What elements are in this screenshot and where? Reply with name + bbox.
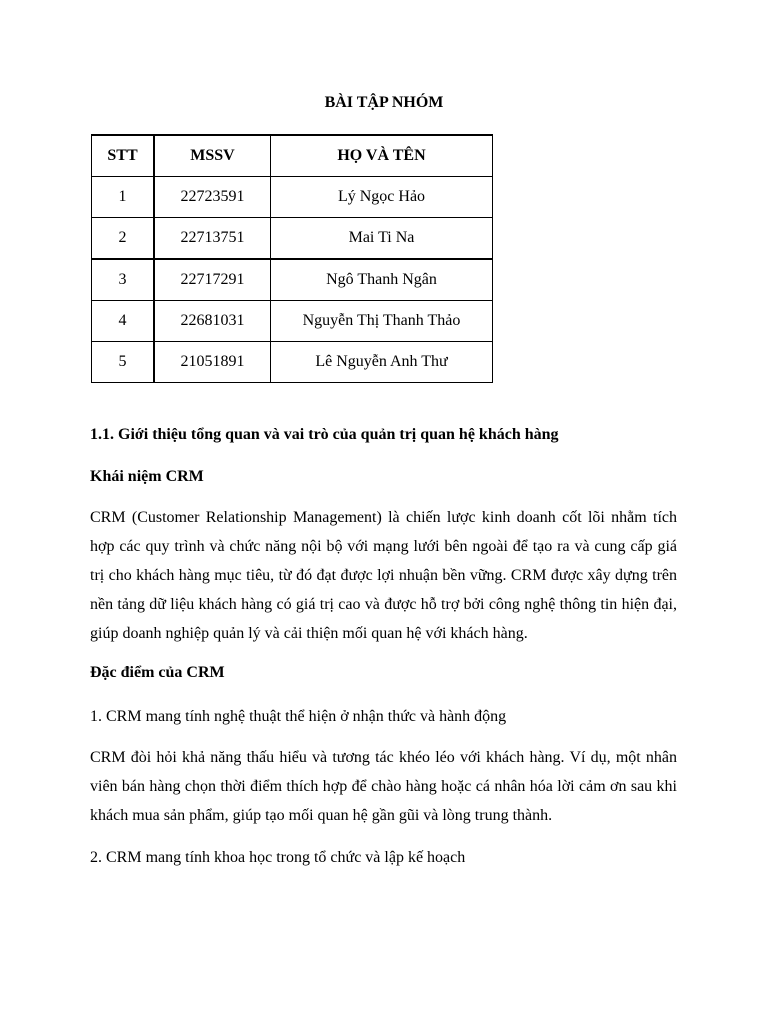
cell-stt: 1 [92, 177, 155, 218]
cell-name: Ngô Thanh Ngân [271, 259, 493, 301]
table-row [92, 301, 493, 342]
cell-stt: 5 [92, 342, 155, 383]
cell-mssv: 22713751 [154, 218, 271, 260]
concept-paragraph: CRM (Customer Relationship Management) là chiến lược kinh doanh cốt lõi nhằm tích hợp các quy trình và chức năng nội bộ với mạng lưới bên ngoài để tạo ra và cung cấp giá trị cho khách hàng mục tiêu, từ đó đạt được lợi nhuận bền vững. CRM được xây dựng trên nền tảng dữ liệu khách hàng có giá trị cao và được hỗ trợ bởi công nghệ thông tin hiện đại, giúp doanh nghiệp quản lý và cải thiện mối quan hệ với khách hàng. [90, 509, 677, 642]
cell-name: Nguyễn Thị Thanh Thảo [271, 301, 493, 342]
concept-heading: Khái niệm CRM [90, 468, 204, 485]
cell-name: Lê Nguyễn Anh Thư [271, 342, 493, 383]
cell-mssv: 22723591 [154, 177, 271, 218]
features-heading: Đặc điểm của CRM [90, 664, 225, 681]
header-mssv: MSSV [154, 135, 271, 177]
section-heading: 1.1. Giới thiệu tổng quan và vai trò của quản trị quan hệ khách hàng [90, 426, 559, 443]
cell-name: Mai Ti Na [271, 218, 493, 260]
table-header-row [92, 135, 493, 177]
feature-1-title: 1. CRM mang tính nghệ thuật thể hiện ở nhận thức và hành động [90, 708, 507, 725]
table-row [92, 177, 493, 218]
table-row [92, 259, 493, 301]
header-name: HỌ VÀ TÊN [271, 135, 493, 177]
cell-mssv: 21051891 [154, 342, 271, 383]
table-row [92, 342, 493, 383]
table-row [92, 218, 493, 260]
cell-stt: 4 [92, 301, 155, 342]
cell-stt: 2 [92, 218, 155, 260]
members-table [91, 134, 493, 383]
cell-name: Lý Ngọc Hảo [271, 177, 493, 218]
feature-2-title: 2. CRM mang tính khoa học trong tổ chức và lập kế hoạch [90, 849, 466, 866]
document-title: BÀI TẬP NHÓM [324, 94, 444, 111]
cell-mssv: 22717291 [154, 259, 271, 301]
cell-stt: 3 [92, 259, 155, 301]
feature-1-paragraph: CRM đòi hỏi khả năng thấu hiểu và tương tác khéo léo với khách hàng. Ví dụ, một nhân viên bán hàng chọn thời điểm thích hợp để chào hàng hoặc cá nhân hóa lời cảm ơn sau khi khách mua sản phẩm, giúp tạo mối quan hệ gần gũi và lòng trung thành. [90, 749, 677, 824]
header-stt: STT [92, 135, 155, 177]
cell-mssv: 22681031 [154, 301, 271, 342]
